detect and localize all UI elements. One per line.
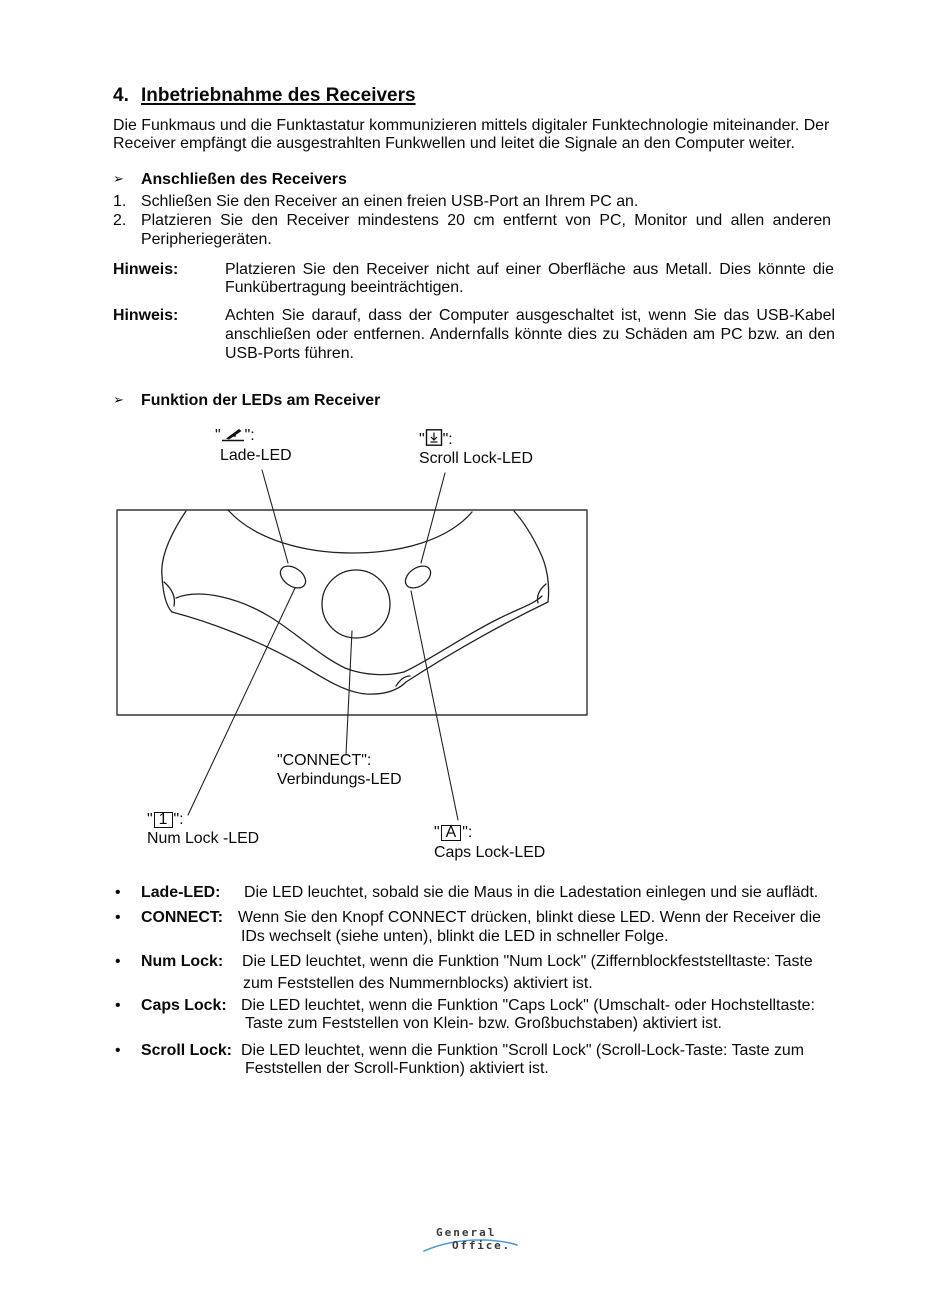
intro-line: Die Funkmaus und die Funktastatur kommunizieren mittels digitaler Funktechnologie miteinander. Der: [113, 117, 830, 134]
quote-close: ":: [462, 824, 473, 841]
note-text: Funkübertragung beeinträchtigen.: [225, 279, 464, 296]
charging-icon-stroke: [226, 429, 242, 440]
quote-open: ": [147, 811, 153, 828]
list-bullet: •: [115, 1042, 121, 1059]
list-item-text: Die LED leuchtet, sobald sie die Maus in die Ladestation einlegen und sie auflädt.: [244, 884, 819, 901]
caps-led-symbol: [434, 824, 472, 842]
receiver-left-wing-curl: [164, 582, 174, 606]
charge-led-name: Lade-LED: [220, 447, 292, 464]
quote-close: ":: [442, 431, 453, 448]
step-text: Schließen Sie den Receiver an einen freien USB-Port an Ihrem PC an.: [141, 193, 639, 210]
leader-line-scroll: [421, 473, 445, 563]
quote-close: ":: [173, 811, 184, 828]
num-lock-key: 1: [154, 812, 173, 828]
list-item-text: Die LED leuchtet, wenn die Funktion "Caps Lock" (Umschalt- oder Hochstelltaste:: [241, 997, 815, 1014]
arrowhead-bullet: ➢: [113, 172, 124, 187]
list-bullet: •: [115, 884, 121, 901]
subheading-leds: Funktion der LEDs am Receiver: [141, 392, 381, 409]
list-item-label: Caps Lock:: [141, 997, 227, 1014]
quote-open: ": [215, 427, 221, 444]
connect-led-symbol: "CONNECT":: [277, 752, 372, 769]
note-text: Platzieren Sie den Receiver nicht auf einer Oberfläche aus Metall. Dies könnte die: [225, 261, 834, 278]
list-item-label: Scroll Lock:: [141, 1042, 232, 1059]
leader-line-charge: [262, 470, 288, 563]
caps-lock-key: A: [441, 825, 462, 841]
note-label: Hinweis:: [113, 307, 179, 324]
list-item-label: CONNECT:: [141, 909, 224, 926]
general-office-logo: [420, 1220, 525, 1256]
list-bullet: •: [115, 909, 121, 926]
connect-button: [322, 570, 390, 638]
list-item-text: Taste zum Feststellen von Klein- bzw. Großbuchstaben) aktiviert ist.: [245, 1015, 722, 1032]
step-text: Platzieren Sie den Receiver mindestens 20 cm entfernt von PC, Monitor und allen anderen: [141, 212, 831, 229]
scroll-led-symbol: [419, 429, 453, 449]
charging-icon: [221, 427, 245, 442]
section-number: 4.: [113, 85, 129, 106]
charge-led-symbol: [215, 427, 255, 445]
scroll-led-name: Scroll Lock-LED: [419, 450, 533, 467]
step-number: 2.: [113, 212, 127, 229]
list-bullet: •: [115, 997, 121, 1014]
intro-line: Receiver empfängt die ausgestrahlten Funkwellen und leitet die Signale an den Computer weiter.: [113, 135, 795, 152]
receiver-right-wing-curl: [537, 584, 546, 603]
quote-close: ":: [244, 427, 255, 444]
list-item-label: Num Lock:: [141, 953, 224, 970]
scroll-lock-icon: [425, 429, 443, 446]
leader-line-connect: [346, 631, 352, 755]
step-text: Peripheriegeräten.: [141, 231, 272, 248]
note-text: USB-Ports führen.: [225, 345, 354, 362]
list-item-text: Die LED leuchtet, wenn die Funktion "Scroll Lock" (Scroll-Lock-Taste: Taste zum: [241, 1042, 804, 1059]
leader-line-caps: [411, 591, 458, 820]
list-item-text: Die LED leuchtet, wenn die Funktion "Num Lock" (Ziffernblockfeststelltaste: Taste: [242, 953, 813, 970]
receiver-right-wing-outline: [514, 511, 549, 602]
receiver-right-wing-rim: [404, 596, 542, 672]
arrowhead-bullet: ➢: [113, 393, 124, 408]
note-label: Hinweis:: [113, 261, 179, 278]
receiver-dome-outline: [228, 510, 472, 553]
caps-led-name: Caps Lock-LED: [434, 844, 546, 861]
list-item-text: zum Feststellen des Nummernblocks) aktiviert ist.: [243, 975, 593, 992]
list-item-label: Lade-LED:: [141, 884, 221, 901]
right-led: [401, 562, 434, 593]
left-led: [276, 562, 309, 593]
list-bullet: •: [115, 953, 121, 970]
diagram-frame: [117, 510, 587, 715]
step-number: 1.: [113, 193, 127, 210]
receiver-left-wing-rim: [176, 594, 404, 675]
logo-text-office: Office.: [452, 1239, 511, 1252]
list-item-text: Feststellen der Scroll-Funktion) aktiviert ist.: [245, 1060, 549, 1077]
section-title: Inbetriebnahme des Receivers: [141, 85, 416, 106]
note-text: anschließen oder entfernen. Andernfalls könnte dies zu Schäden am PC bzw. an den: [225, 326, 835, 343]
receiver-left-wing-outline: [162, 511, 186, 612]
note-text: Achten Sie darauf, dass der Computer ausgeschaltet ist, wenn Sie das USB-Kabel: [225, 307, 835, 324]
receiver-bottom-notch: [396, 676, 410, 686]
quote-open: ": [434, 824, 440, 841]
connect-led-name: Verbindungs-LED: [277, 771, 402, 788]
num-led-name: Num Lock -LED: [147, 830, 260, 847]
subheading-connect: Anschließen des Receivers: [141, 171, 347, 188]
receiver-bottom-edge: [172, 602, 548, 694]
num-led-symbol: [147, 811, 184, 829]
list-item-text: Wenn Sie den Knopf CONNECT drücken, blinkt diese LED. Wenn der Receiver die: [238, 909, 821, 926]
list-item-text: IDs wechselt (siehe unten), blinkt die LED in schneller Folge.: [241, 928, 669, 945]
logo-text-general: General: [436, 1226, 497, 1239]
quote-open: ": [419, 431, 425, 448]
